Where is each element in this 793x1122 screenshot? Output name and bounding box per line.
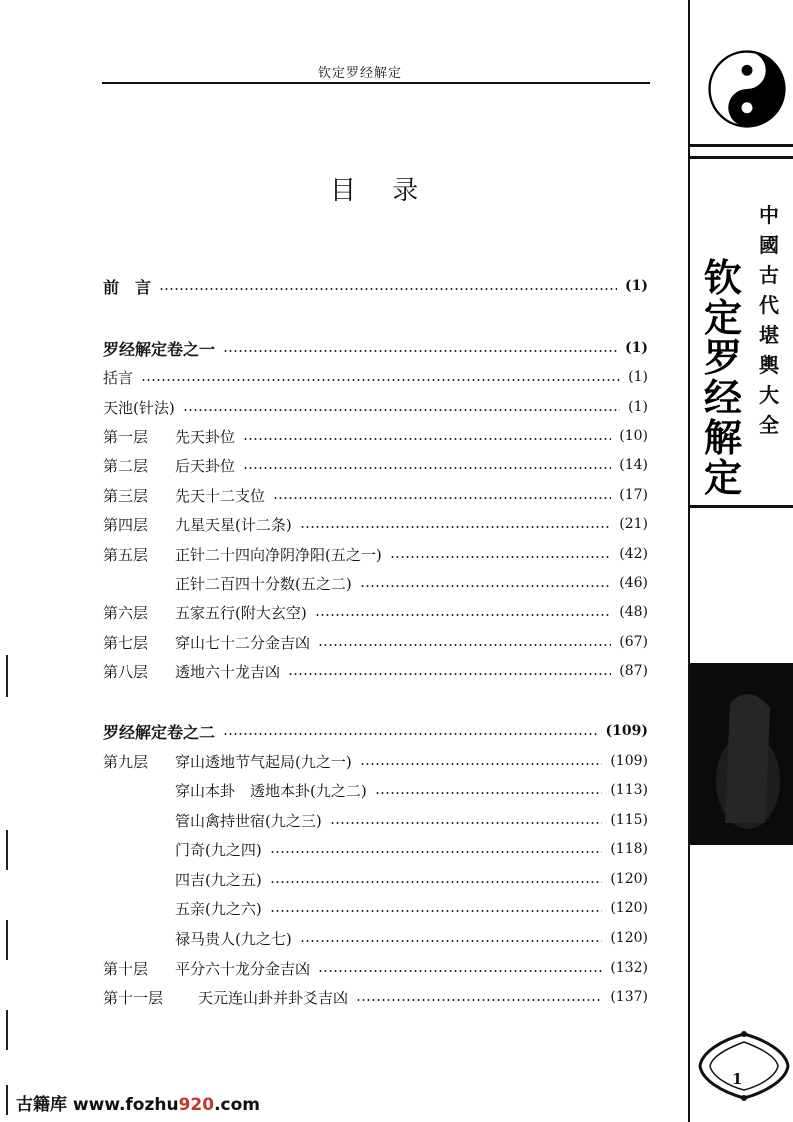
toc-title: 罗经解定卷之二 <box>103 722 216 742</box>
toc-dot-leader <box>375 792 603 794</box>
toc-page-number: (118) <box>610 841 648 857</box>
toc-page-number: (109) <box>610 753 648 769</box>
toc-page-number: (10) <box>619 428 648 444</box>
spine-band <box>690 144 793 147</box>
toc-title: 门奇(九之四) <box>175 840 262 859</box>
toc-entry[interactable] <box>103 838 648 860</box>
toc-layer-label: 第二层 <box>103 456 149 475</box>
page-ornament <box>696 1030 792 1102</box>
toc-layer-label: 第八层 <box>103 662 149 681</box>
toc-dot-leader <box>223 733 598 735</box>
toc-page-number: (17) <box>619 487 648 503</box>
toc-page-number: (120) <box>610 871 648 887</box>
toc-heading: 目 录 <box>330 176 433 206</box>
toc-page-number: (1) <box>628 399 648 415</box>
toc-title: 穿山透地节气起局(九之一) <box>175 752 352 771</box>
toc-entry[interactable] <box>103 868 648 890</box>
toc-dot-leader <box>356 999 602 1001</box>
toc-layer-label: 第五层 <box>103 545 149 564</box>
watermark-number: 920 <box>178 1095 215 1115</box>
toc-entry[interactable] <box>103 454 648 476</box>
watermark-prefix: 古籍库 www.fozhu <box>16 1095 179 1115</box>
toc-title: 穿山七十二分金吉凶 <box>175 633 311 652</box>
watermark <box>16 1090 260 1115</box>
toc-entry[interactable] <box>103 809 648 831</box>
toc-title: 正针二百四十分数(五之二) <box>175 574 352 593</box>
toc-dot-leader <box>273 497 611 499</box>
toc-dot-leader <box>288 673 611 675</box>
toc-title: 天元连山卦并卦爻吉凶 <box>198 988 349 1007</box>
toc-layer-label: 第九层 <box>103 752 149 771</box>
toc-entry[interactable] <box>103 484 648 506</box>
toc-dot-leader <box>270 910 603 912</box>
toc-title: 先天十二支位 <box>175 486 266 505</box>
toc-layer-label: 第六层 <box>103 603 149 622</box>
toc-title: 穿山本卦 透地本卦(九之二) <box>175 781 367 800</box>
header-rule <box>102 82 650 84</box>
toc-title: 正针二十四向净阴净阳(五之一) <box>175 545 382 564</box>
toc-title: 罗经解定卷之一 <box>103 339 216 359</box>
toc-layer-label: 第十一层 <box>103 988 164 1007</box>
toc-page-number: (137) <box>610 989 648 1005</box>
toc-dot-leader <box>315 614 612 616</box>
toc-title: 透地六十龙吉凶 <box>175 662 281 681</box>
toc-title: 四吉(九之五) <box>175 870 262 889</box>
toc-entry[interactable] <box>103 396 648 418</box>
toc-entry[interactable] <box>103 660 648 682</box>
yin-yang-icon <box>708 50 786 128</box>
toc-title: 五家五行(附大玄空) <box>175 603 307 622</box>
spine-divider <box>688 0 690 1122</box>
toc-title: 管山禽持世宿(九之三) <box>175 811 322 830</box>
toc-dot-leader <box>300 940 603 942</box>
toc-page-number: (1) <box>625 278 648 294</box>
toc-title: 前 言 <box>103 277 152 297</box>
toc-page-number: (48) <box>619 604 648 620</box>
toc-page-number: (21) <box>619 516 648 532</box>
toc-layer-label: 第十层 <box>103 959 149 978</box>
toc-entry[interactable] <box>103 513 648 535</box>
toc-page-number: (87) <box>619 663 648 679</box>
toc-dot-leader <box>243 438 611 440</box>
spine-band <box>690 156 793 159</box>
toc-dot-leader <box>300 526 612 528</box>
toc-entry[interactable] <box>103 572 648 594</box>
series-title: 中國古代堪輿大全 <box>759 203 779 437</box>
toc-dot-leader <box>243 467 611 469</box>
toc-entry[interactable] <box>103 957 648 979</box>
toc-page-number: (42) <box>619 546 648 562</box>
toc-entry[interactable] <box>103 779 648 801</box>
toc-page-number: (115) <box>610 812 648 828</box>
page-number: 1 <box>732 1070 743 1088</box>
toc-entry[interactable] <box>103 275 648 297</box>
toc-title: 天池(针法) <box>103 398 175 417</box>
scan-margin-mark <box>6 920 8 960</box>
toc-title: 平分六十龙分金吉凶 <box>175 959 311 978</box>
toc-layer-label: 第一层 <box>103 427 149 446</box>
toc-layer-label: 第三层 <box>103 486 149 505</box>
scan-margin-mark <box>6 1010 8 1050</box>
toc-title: 禄马贵人(九之七) <box>175 929 292 948</box>
toc-entry[interactable] <box>103 337 648 359</box>
toc-page-number: (109) <box>605 723 648 739</box>
scan-margin-mark <box>6 830 8 870</box>
toc-page-number: (67) <box>619 634 648 650</box>
toc-entry[interactable] <box>103 631 648 653</box>
toc-layer-label: 第四层 <box>103 515 149 534</box>
toc-layer-label: 第七层 <box>103 633 149 652</box>
toc-title: 五亲(九之六) <box>175 899 262 918</box>
toc-dot-leader <box>270 881 603 883</box>
toc-entry[interactable] <box>103 986 648 1008</box>
toc-title: 后天卦位 <box>175 456 236 475</box>
toc-page-number: (46) <box>619 575 648 591</box>
toc-entry[interactable] <box>103 425 648 447</box>
watermark-suffix: .com <box>214 1095 261 1115</box>
toc-dot-leader <box>223 350 617 352</box>
toc-dot-leader <box>183 409 620 411</box>
toc-dot-leader <box>360 763 603 765</box>
toc-dot-leader <box>141 379 620 381</box>
toc-title: 先天卦位 <box>175 427 236 446</box>
toc-dot-leader <box>318 970 602 972</box>
toc-entry[interactable] <box>103 543 648 565</box>
running-header: 钦定罗经解定 <box>317 66 402 81</box>
toc-entry[interactable] <box>103 720 648 742</box>
toc-page-number: (120) <box>610 900 648 916</box>
toc-page-number: (14) <box>619 457 648 473</box>
toc-entry[interactable] <box>103 927 648 949</box>
toc-entry[interactable] <box>103 366 648 388</box>
toc-dot-leader <box>330 822 603 824</box>
toc-page-number: (113) <box>610 782 648 798</box>
toc-dot-leader <box>360 585 612 587</box>
toc-page-number: (1) <box>628 369 648 385</box>
toc-entry[interactable] <box>103 897 648 919</box>
toc-entry[interactable] <box>103 750 648 772</box>
toc-dot-leader <box>390 556 612 558</box>
scan-margin-mark <box>6 1085 8 1115</box>
toc-title: 九星天星(计二条) <box>175 515 292 534</box>
spine-band <box>690 505 793 508</box>
cover-image <box>690 663 793 845</box>
toc-dot-leader <box>159 288 617 290</box>
toc-entry[interactable] <box>103 601 648 623</box>
spine-book-title: 钦定罗经解定 <box>703 255 742 500</box>
scan-margin-mark <box>6 655 8 697</box>
toc-dot-leader <box>318 644 611 646</box>
toc-dot-leader <box>270 851 603 853</box>
toc-page-number: (1) <box>625 340 648 356</box>
toc-title: 括言 <box>103 368 134 387</box>
toc-page-number: (120) <box>610 930 648 946</box>
toc-page-number: (132) <box>610 960 648 976</box>
